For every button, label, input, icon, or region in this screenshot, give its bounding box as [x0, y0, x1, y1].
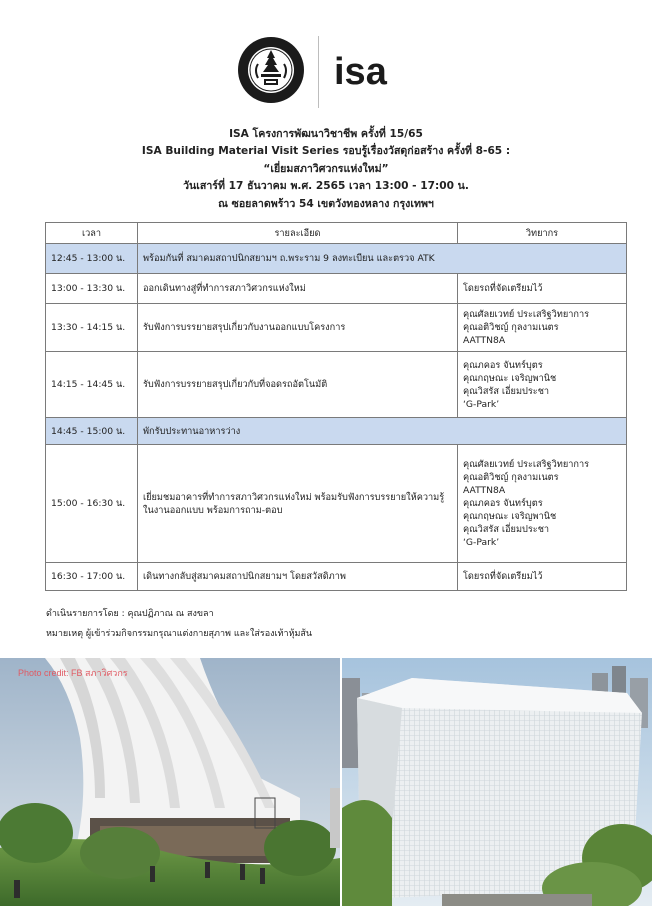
program-title: ISA โครงการพัฒนาวิชาชีพ ครั้งที่ 15/65 — [229, 128, 423, 140]
photo-strip — [0, 658, 652, 906]
table-header-row — [46, 223, 627, 244]
row-time: 15:00 - 16:30 น. — [46, 445, 138, 563]
table-row — [46, 274, 627, 304]
building-rendering-illustration — [0, 658, 340, 906]
dress-code-note: หมายเหตุ ผู้เข้าร่วมกิจกรรมกรุณาแต่งกายสุภาพ และใส่รองเท้าหุ้มส้น — [46, 629, 313, 639]
svg-text:isa: isa — [334, 52, 387, 92]
table-row — [46, 244, 627, 274]
row-time: 13:30 - 14:15 น. — [46, 304, 138, 352]
logo-divider — [318, 36, 319, 108]
row-speakers — [458, 445, 627, 563]
logo-bar — [0, 30, 652, 112]
header-time: เวลา — [46, 223, 138, 244]
building-rendering-photo — [0, 658, 340, 906]
table-row — [46, 445, 627, 563]
building-exterior-illustration — [342, 658, 652, 906]
row-detail: เดินทางกลับสู่สมาคมสถาปนิกสยามฯ โดยสวัสดิภาพ — [138, 563, 458, 591]
moderator-note: ดำเนินรายการโดย : คุณปฏิภาณ ณ สงขลา — [46, 609, 214, 619]
speaker-line: ‘G-Park’ — [463, 398, 500, 410]
schedule-table — [45, 222, 627, 591]
row-speakers — [458, 563, 627, 591]
speaker-line: คุณภคอร จันทร์บุตร — [463, 498, 543, 509]
speaker-line: คุณวิสรัส เอี่ยมประชา — [463, 385, 550, 397]
speaker-line: คุณวิสรัส เอี่ยมประชา — [463, 524, 550, 535]
row-time: 14:45 - 15:00 น. — [46, 418, 138, 445]
isa-logo — [334, 52, 424, 92]
series-title: ISA Building Material Visit Series รอบรู้เรื่องวัสดุก่อสร้าง ครั้งที่ 8-65 : — [141, 145, 511, 158]
speaker-line: ‘G-Park’ — [463, 537, 500, 548]
photo-credit: Photo credit: FB สภาวิศวกร — [18, 668, 128, 678]
event-date: วันเสาร์ที่ 17 ธันวาคม พ.ศ. 2565 เวลา 13:00 - 17:00 น. — [183, 180, 469, 193]
speaker-line: AATTN8A — [463, 335, 506, 346]
speaker-line: คุณกฤษณะ เจริญพานิช — [463, 511, 557, 522]
table-row — [46, 304, 627, 352]
table-row — [46, 563, 627, 591]
row-detail: พักรับประทานอาหารว่าง — [138, 418, 627, 445]
row-time: 13:00 - 13:30 น. — [46, 274, 138, 304]
row-speakers — [458, 274, 627, 304]
speaker-line: โดยรถที่จัดเตรียมไว้ — [463, 571, 543, 582]
speaker-line: คุณศัลยเวทย์ ประเสริฐวิทยาการ — [463, 459, 590, 470]
building-exterior-photo — [342, 658, 652, 906]
table-row — [46, 352, 627, 418]
asa-seal-logo — [236, 34, 306, 106]
row-detail: ออกเดินทางสู่ที่ทำการสภาวิศวกรแห่งใหม่ — [138, 274, 458, 304]
speaker-line: คุณกฤษณะ เจริญพานิช — [463, 372, 557, 384]
row-time: 16:30 - 17:00 น. — [46, 563, 138, 591]
speaker-line: คุณศัลยเวทย์ ประเสริฐวิทยาการ — [463, 309, 590, 320]
event-title-block — [0, 126, 652, 213]
row-speakers — [458, 352, 627, 418]
row-detail: พร้อมกันที่ สมาคมสถาปนิกสยามฯ ถ.พระราม 9 ลงทะเบียน และตรวจ ATK — [138, 244, 627, 274]
row-time: 12:45 - 13:00 น. — [46, 244, 138, 274]
event-name: “เยี่ยมสภาวิศวกรแห่งใหม่” — [263, 162, 389, 175]
speaker-line: คุณอติวิชญ์ กุลงามเนตร — [463, 322, 559, 333]
row-detail: เยี่ยมชมอาคารที่ทำการสภาวิศวกรแห่งใหม่ พร้อมรับฟังการบรรยายให้ความรู้ในงานออกแบบ พร้อมการถาม-ตอบ — [138, 445, 458, 563]
row-detail: รับฟังการบรรยายสรุปเกี่ยวกับที่จอดรถอัตโนมัติ — [138, 352, 458, 418]
table-row — [46, 418, 627, 445]
row-time: 14:15 - 14:45 น. — [46, 352, 138, 418]
event-venue: ณ ซอยลาดพร้าว 54 เขตวังทองหลาง กรุงเทพฯ — [218, 197, 434, 210]
speaker-line: โดยรถที่จัดเตรียมไว้ — [463, 283, 543, 294]
header-detail: รายละเอียด — [138, 223, 458, 244]
row-speakers — [458, 304, 627, 352]
speaker-line: คุณภคอร จันทร์บุตร — [463, 359, 543, 371]
header-speaker: วิทยากร — [458, 223, 627, 244]
speaker-line: คุณอติวิชญ์ กุลงามเนตร — [463, 472, 559, 483]
notes — [46, 604, 312, 644]
row-detail: รับฟังการบรรยายสรุปเกี่ยวกับงานออกแบบโครงการ — [138, 304, 458, 352]
speaker-line: AATTN8A — [463, 485, 506, 496]
